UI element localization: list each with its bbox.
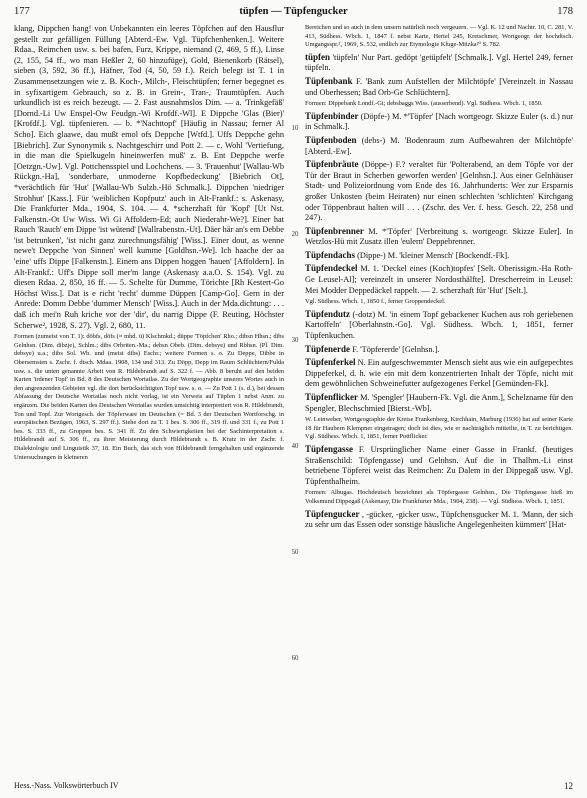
page-number-right: 178 bbox=[557, 6, 573, 17]
entry-body: Formen: Dippebank Londf.-Gi; debsbaggs Wiss. (ausserbend). Vgl. Südhess. Wbch. 1, 1850. bbox=[305, 100, 543, 108]
entry-headword: Tüpfengasse bbox=[305, 443, 354, 454]
entry-body: Formen (zumeist von T. 1): döbfs, döfs (≈ mhd. ü) Klschmkd.; düppe 'Töpfchen' Rho.; dibsn Hhsn.; dibs Gelnhsn. (Dim. dibzje), Schlm.; dibs Orbriten.-Ma.; debsn Obeb. (Dim. debsye) und Rbhsn. (Pl. Dim. debsye) u.a.; dibs Sol. Wb. und (meist dibs) Eschr.; weitere Formen s. o. Zu Deppe, Dibbe in Obersemsten s. Zschr. f. dtsch. Mdaa. 1908, 134 und 313. Zu Döpp, Depp im Raum Schlüchtern/Fulda usw. s. die unten genannte Arbeit von R. Hildebrandt auf S. 322 f. — Abb. 8 beruht auf den beiden Karten 'irdener Topf' in Bd. 8 des Deutschen Wortatlas. Zu der Wortgeographie unseres Wortes auch in den angrenzenden Gebieten vgl. die dort berücksichtigten Topf usw. s. o. — Zu Pott 1 (s. d.), bei dessen Abfassung der Deutsche Wortatlas noch nicht vorlag, ist ein Verweis auf Tüpfen 1 nebst Anm. zu ergänzen. Die beiden Karten des Deutschen Wortatlas wurden umsichtig interpretiert von R. Hildebrandt, Ton und Topf. Zur Wortgesch. der Töpferware im Deutschen (= Bd. 3 der Deutschen Wortforschg. in europäischen Bezügen, 1963, S. 297 ff.). Siehe dort zu T. 1 bes. S. 306 ff., 319 ff. und 331 f., zu Pott 1 bes. S. 333 ff., zu Groppen bes. S. 341 ff. Zu den Schwierigkeiten bei der Sachinterpretation s. Hildebrandt auf S. 306 ff., zu ihrer Meisterung durch Hildebrandt s. B. Kratz in der Zschr. f. Dialektologie und Linguistik 37, 18. Ein Buch, das sich von Hildebrandt ferngehalten und ergänzende Untersuchungen in kleineren bbox=[14, 333, 284, 461]
page-number-left: 177 bbox=[14, 6, 30, 17]
entry-body: Bereichen und so auch in dem unsern natürlich noch vergeuern. — Vgl. K. 12 und Nachtr. 10, C. 281, V. 413, Südhess. Wbch. 1, 1847 f. nebst Karte, Hertel 245, Kretschmer, Wortgeogr. der hochdtsch. Umgangsspr.², 1969, S. 532, endlich zur Etymologie Kluge-Mitzka²⁰ S. 782. bbox=[305, 24, 573, 49]
dictionary-entry bbox=[305, 226, 573, 248]
entry-headword: Tüpfendachs bbox=[305, 249, 356, 260]
dictionary-entry bbox=[305, 159, 573, 224]
dictionary-entry bbox=[305, 263, 573, 296]
dictionary-entry bbox=[305, 111, 573, 133]
entry-body: M. 'Spengler' [Haubern-Fk. Vgl. die Anm.], Schelzname für den Spengler, Blechschmied [Bierst.-Wb]. bbox=[305, 393, 573, 413]
entry-headword: Tüpfenferkel bbox=[305, 357, 356, 368]
dictionary-entry bbox=[305, 250, 573, 262]
entry-headword: Tüpfendeckel bbox=[305, 263, 358, 274]
running-title: tüpfen — Tüpfengucker bbox=[239, 6, 348, 17]
dictionary-entry bbox=[305, 344, 573, 356]
entry-headword: Tüpfenbräute bbox=[305, 159, 359, 170]
right-text-column bbox=[305, 24, 573, 776]
line-number: 20 bbox=[291, 230, 299, 238]
dictionary-entry bbox=[305, 52, 573, 74]
entry-body: (Dippe-) M. 'kleiner Mensch' [Bockendf.-Fk]. bbox=[357, 250, 510, 260]
line-number: 60 bbox=[291, 654, 299, 662]
entry-body: Formen: Albugas. Hochdeutsch bezeichnet als Töpfergasse Gelnhsn., Die Töpfengasse hieß im Volksmund Dippegaß (Askenasy, Die Frankfurter Mda., 1904, 238). — Vgl. Südhess. Wbch. 1, 1851. bbox=[305, 489, 573, 505]
dictionary-entry bbox=[305, 509, 573, 531]
entry-body: F. 'Bank zum Aufstellen der Milchtöpfe' [Vereinzelt in Nassau und Oberhessen; Bad Orb-Ge Schlüchtern]. bbox=[305, 76, 573, 97]
entry-body: (-dotz) M. 'in einem Topf gebackener Kuchen aus roh geriebenen Kartoffeln' [Oberlahnstn.-Go]. Vgl. Südhess. Wbch. 1, 1851, ferner Tüpfenkuchen. bbox=[305, 309, 573, 341]
entry-note bbox=[305, 416, 573, 442]
entry-body: Vgl. Südhess. Wbch. 1, 1850 f., ferner Groppendeckel. bbox=[305, 298, 446, 306]
entry-body: 'tüpfeln' Nur Part. gedöpt 'getüpfelt' [Schmalk.]. Vgl. Hertel 249, ferner tüpfeln. bbox=[305, 52, 573, 73]
entry-headword: Tüpfendutz bbox=[305, 308, 351, 319]
entry-headword: tüpfen bbox=[305, 51, 331, 62]
entry-body: (debs-) M. 'Bodenraum zum Aufbewahren der Milchtöpfe' [Abterd.-Ew]. bbox=[305, 135, 573, 156]
line-number: 50 bbox=[291, 548, 299, 556]
entry-note bbox=[305, 24, 573, 50]
entry-body: (Döpfe-) M. *'Töpfer' [Nach wortgeogr. Skizze Euler (s. d.) nur in Schmalk.]. bbox=[305, 111, 573, 132]
entry-body: , -gücker, -gicker usw., Tüpfchensgucker M. 1. 'Mann, der sich zu sehr um das Essen oder sonstige häusliche Angelegenheiten kümmert' [Hat- bbox=[305, 509, 573, 530]
entry-body: N. Ein aufgeschwemmter Mensch sieht aus wie ein aufgepechtes Dippeferkel, d. h. wie ein mit dem konzentrierten Inhalt der Töpfe, nicht mit dem gewöhnlichen Schweinefutter aufgezogenes Ferkel [Gemünden-Fk]. bbox=[305, 358, 573, 389]
entry-note bbox=[305, 298, 573, 307]
entry-note bbox=[14, 333, 284, 462]
signature-mark: 12 bbox=[564, 781, 573, 791]
entry-body: (Döppe-) F.? veraltet für 'Polterabend, an dem Töpfe vor der Tür der Braut in Scherben geworfen werden' [Gelnhsn.]. Aus einer Gelnhäuser Stadt- und Polizeiordnung vom Ende des 16. Jahrhunderts: Wer zur Ersparnis großer Unkosten (beim Heiraten) nur einen schlechten 'schlichten' Kirchgang oder Töppenbraut halten will . . . (Zschr. des Ver. f. hess. Gesch. 22, 258 und 247). bbox=[305, 160, 573, 223]
footer-publication-title: Hess.-Nass. Volkswörterbuch IV bbox=[14, 781, 119, 790]
left-text-column bbox=[14, 24, 284, 776]
entry-body: F. 'Töpfererde' [Gelnhsn.]. bbox=[352, 344, 440, 354]
line-number: 40 bbox=[291, 442, 299, 450]
line-number: 10 bbox=[291, 124, 299, 132]
line-number: 30 bbox=[291, 336, 299, 344]
entry-headword: Tüpfenboden bbox=[305, 134, 357, 145]
entry-headword: Tüpfengucker bbox=[305, 508, 360, 519]
entry-headword: Tüpfenbank bbox=[305, 75, 353, 86]
entry-body: klang, Dippchen hang! von Unbekannten ein leeres Töpfchen auf den Hausflur gestellt zur gefälligen Füllung [Abterd.-Ew. Vgl. Tüpfchenhenken.]. Weitere Rdaa., Reimchen usw. s. bei bafen, Furz, Krippe, niemand (2, 469, 5 ff.), Linse (2, 155, 54 ff., wo man Heßler 2, 60 hinzufüge), Gold, Bienenkorb (Rätsel), sieben (3, 592, 36 ff.), Häfner, Tod (4, 50, 59 f.). Reich belegt ist T. 1 in Zusammensetzungen wie z. B. Koch-, Milch-, Fleischtüpfen; ferner begegnet es in syfixartigem Gebrauch, so z. B. in Grein-, Tran-, Traumtüpfen. Auch urkundlich ist es reich bezeugt. — 2. Fast ausnahmslos Dim. — a. 'Trinkgefäß' [Dornd.-Li Uw Enspel-Ow Feudgn.-Wi Krofdf.-Wl]. E Dippche 'Glas (Bier)' [Krofdf.]. Vgl. tüpfenieren. — b. *'Nachttopf' [Häufig in Nassau; ferner Al Scho]. Eich glaawe, dau mußt emol ofs Deppche [Wtfd.]. Uffs Deppche gehn [Biebrich]. Zur Synonymik s. Nachtgeschirr und Pott 2. — c. Wohl 'Vertiefung, in die man die Spielkugeln hineinwerfen muß' z. B. Ent Deppche werfe [Oetzgn.-Uw]. Vgl. Pottchensspiel und Lochchens. — 3. 'Frauenhut' [Wallau-Wb Rückgn.-Ha], 'sonderbare, unmoderne Kopfbedeckung' [Biebrich Ot], *verächtlich für 'Hut' [Wallau-Wb Sulzb.-Hö Schmalk.]. Dippchen 'niedriger Strohhut' [Kass.]. Für 'weiblichen Kopfputz' auch in Alt-Frankf.: s. Askenasy, Die Frankfurter Mda., 1904, S. 104. — 4. *scherzhaft für 'Kopf' [Ut Nst. Falkenstn.-Ot Uw Wiss. Wi Gi Affoldern-Ed; auch Niederahr-We?]. Einer hat Rauch 'Rauch' em Dippe 'ist wütend' [Wallrabenstn.-Ut]. Däer här an's em Debbe 'ist betrunken', 'ist nicht ganz zurechnungsfähig' [Wiss.]. Einer dout, as wenne newe't Deppche 'von Sinnen' well kumme [Goldhsn.-We]. Ich haache der aa 'eine' uffs Dippe [Falkenstn.]. Einem ans Dippen hoggen 'hauen' [Affoldern]. In Alt-Frankf.: Uff's Dippe soll mer'm lange (Askenasy a.a.O. S. 154). Vgl. zu diesen Rdaa. 2, 850, 16 ff. — 5. Schelte für Dumme, Törichte [Rh Kestert-Go Höchst Wiss.]. Dat is e richt 'recht' dumme Düppen [Camp-Go]. Gern in der Anrede: Domm Debbe 'dummer Mensch' [Wiss.]. Auch in der Mda.dichtung: . . . daß ich mei'n Ruh kriche vor der 'dir', du narrig Dippe (F. Reuting, Höchster Scherwe², 1928, S. 27). Vgl. 2, 680, 11. bbox=[14, 24, 284, 330]
entry-body: M. *'Töpfer' [Verbreitung s. wortgeogr. Skizze Euler]. In Wetzlos-Hü mit Zusatz illen 'eulern' Deppebrenner. bbox=[305, 226, 573, 247]
entry-headword: Tüpfenerde bbox=[305, 343, 350, 354]
dictionary-entry bbox=[305, 392, 573, 414]
entry-headword: Tüpfenbrenner bbox=[305, 225, 364, 236]
entry-text bbox=[14, 24, 284, 331]
entry-body: F. Ursprünglicher Name einer Gasse in Frankf. (heutiges Straßenschild: Töpfengasse) und Gelnhsn. Auf die in Thalhm.-Li einst betriebene Töpferei weist das Reimchen: Zu Dalem in der Dippegaß usw. Vgl. Tüpfenthalheim. bbox=[305, 444, 573, 486]
line-number-gutter bbox=[287, 24, 303, 776]
entry-body: M. 1. 'Deckel eines (Koch)topfes' [Selt. Oberissigm.-Ha Roth-Ge Leusel-Al]; vereinzelt in unserer Nordosthälfte]. Drescherreim in Leusel: Mei Modder Deppedäckel rappelt. — 2. scherzhaft für 'Hut' [Selt.]. bbox=[305, 264, 573, 295]
dictionary-entry bbox=[305, 444, 573, 487]
entry-note bbox=[305, 100, 573, 109]
entry-headword: Tüpfenflicker bbox=[305, 392, 358, 402]
entry-note bbox=[305, 489, 573, 506]
dictionary-entry bbox=[305, 76, 573, 98]
entry-headword: Tüpfenbinder bbox=[305, 110, 359, 121]
dictionary-entry bbox=[305, 357, 573, 390]
entry-body: W. Leinweber, Wortgeographie der Kreise Frankenberg, Kirchhain, Marburg (1936) hat auf seiner Karte 18 für Haubern Klempner eingetragen; doch ist dies, wie er nachträglich mitteilte, in T. zu berichtigen. Vgl. Südhess. Wbch. 1, 1851, ferner Pottflicker. bbox=[305, 416, 573, 441]
dictionary-entry bbox=[305, 309, 573, 342]
dictionary-entry bbox=[305, 135, 573, 157]
page-header bbox=[14, 6, 573, 22]
page-footer bbox=[14, 781, 573, 793]
